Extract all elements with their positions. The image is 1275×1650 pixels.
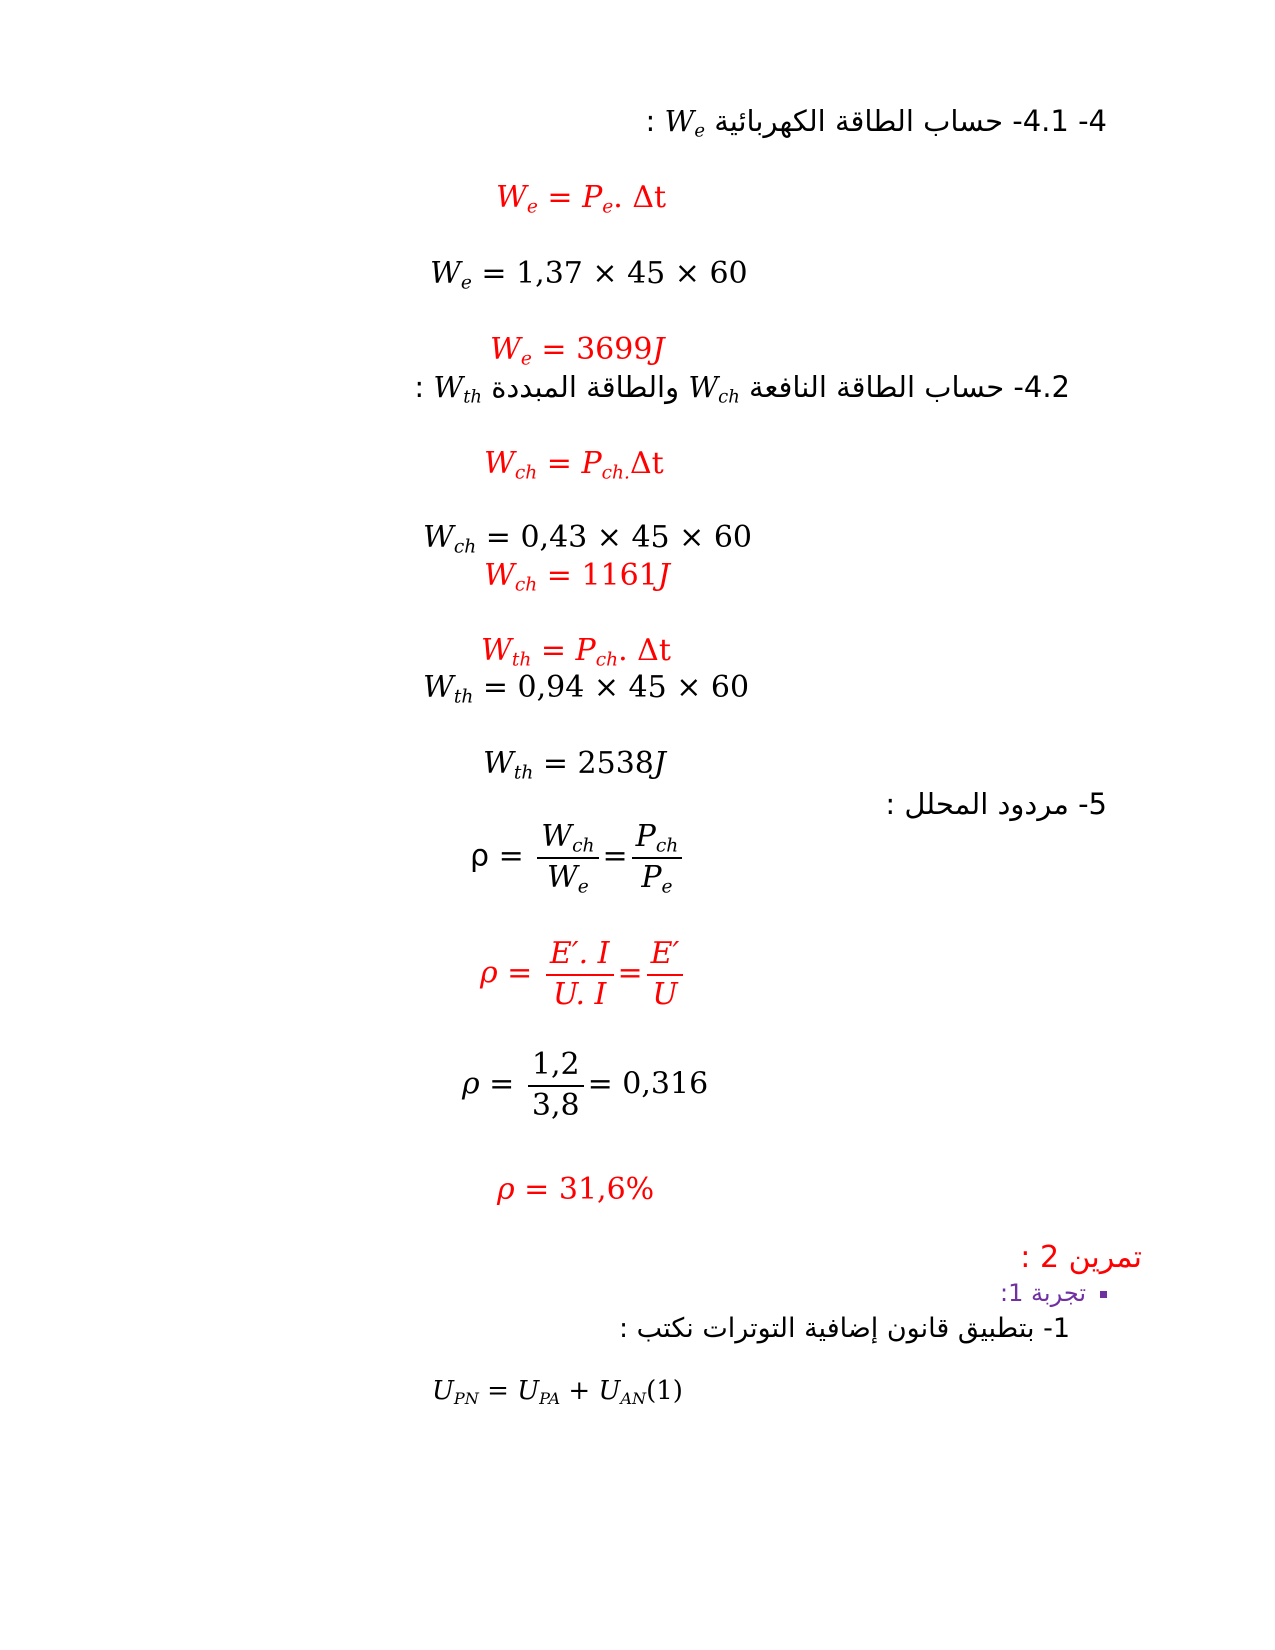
heading-5 [885, 787, 1107, 821]
heading-4-2-text-2: والطاقة المبددة [491, 370, 680, 404]
equation-wth-result: $W_{th} = 2538J$ [483, 746, 666, 784]
equation-wth-formula: $W_{th} = P_{ch}$. Δt [481, 633, 671, 671]
heading-4-1-number: 4- 4.1- [1012, 104, 1107, 138]
rho-symbol: ρ [470, 838, 490, 874]
heading-4-2-text-1: حساب الطاقة النافعة [749, 370, 1005, 404]
experiment-1-label: تجربة 1: [1000, 1279, 1086, 1307]
equation-voltage-addition: $U_{PN} = U_{PA} + U_{AN}(1)$ [432, 1376, 683, 1408]
equation-efficiency-result: ρ = 31,6% [497, 1172, 655, 1207]
equation-wch-substitution: $W_{ch} = 0,43 \times 45 \times 60$ [423, 520, 753, 558]
equation-efficiency-definition: ρ = $\frac{W_{ch}}{W_e}$ = $\frac{P_{ch}}{P_e}$ [470, 820, 686, 895]
heading-4-1 [645, 104, 1107, 142]
experiment-1-item [1000, 1279, 1107, 1307]
equation-efficiency-emf: ρ = $\frac{E'. I}{U. I}$ = $\frac{E'}{U}$ [480, 937, 687, 1012]
equation-we-formula: $W_e = P_e$. Δt [496, 180, 667, 218]
heading-5-number: 5- [1078, 787, 1107, 821]
heading-4-2-colon: : [414, 370, 425, 404]
heading-4-1-variable: $W_e$ [664, 104, 705, 142]
fraction-power: $\frac{P_{ch}}{P_e}$ [632, 820, 683, 895]
heading-4-1-text: حساب الطاقة الكهربائية [714, 104, 1004, 138]
equation-wch-result: $W_{ch} = 1161J$ [484, 558, 670, 596]
equation-we-result: $W_e = 3699J$ [490, 332, 665, 370]
fraction-numeric: $\frac{1,2}{3,8}$ [528, 1048, 584, 1123]
equation-wth-substitution: $W_{th} = 0,94 \times 45 \times 60$ [423, 670, 750, 708]
heading-5-text: مردود المحلل [904, 787, 1069, 821]
heading-4-2-number: 4.2- [1013, 370, 1070, 404]
heading-4-2-variable-2: $W_{th}$ [433, 370, 482, 408]
heading-5-colon: : [885, 787, 896, 821]
equation-we-substitution: $W_e = 1,37 \times 45 \times 60$ [430, 256, 748, 294]
fraction-emf-voltage: $\frac{E'}{U}$ [647, 937, 684, 1012]
equation-wch-formula: $W_{ch} = P_{ch.}\Delta t$ [484, 446, 664, 484]
heading-4-2 [414, 370, 1070, 408]
exercise-2-title: تمرين 2 : [1020, 1240, 1142, 1275]
fraction-energy: $\frac{W_{ch}}{W_e}$ [537, 820, 598, 895]
item-1-text: 1- بتطبيق قانون إضافية التوترات نكتب : [619, 1313, 1070, 1344]
bullet-icon [1100, 1291, 1107, 1298]
equation-efficiency-substitution: ρ = $\frac{1,2}{3,8}$ = 0,316 [462, 1047, 709, 1123]
fraction-emf-current: $\frac{E'. I}{U. I}$ [546, 937, 614, 1012]
heading-4-1-colon: : [645, 104, 656, 138]
heading-4-2-variable-1: $W_{ch}$ [688, 370, 740, 408]
